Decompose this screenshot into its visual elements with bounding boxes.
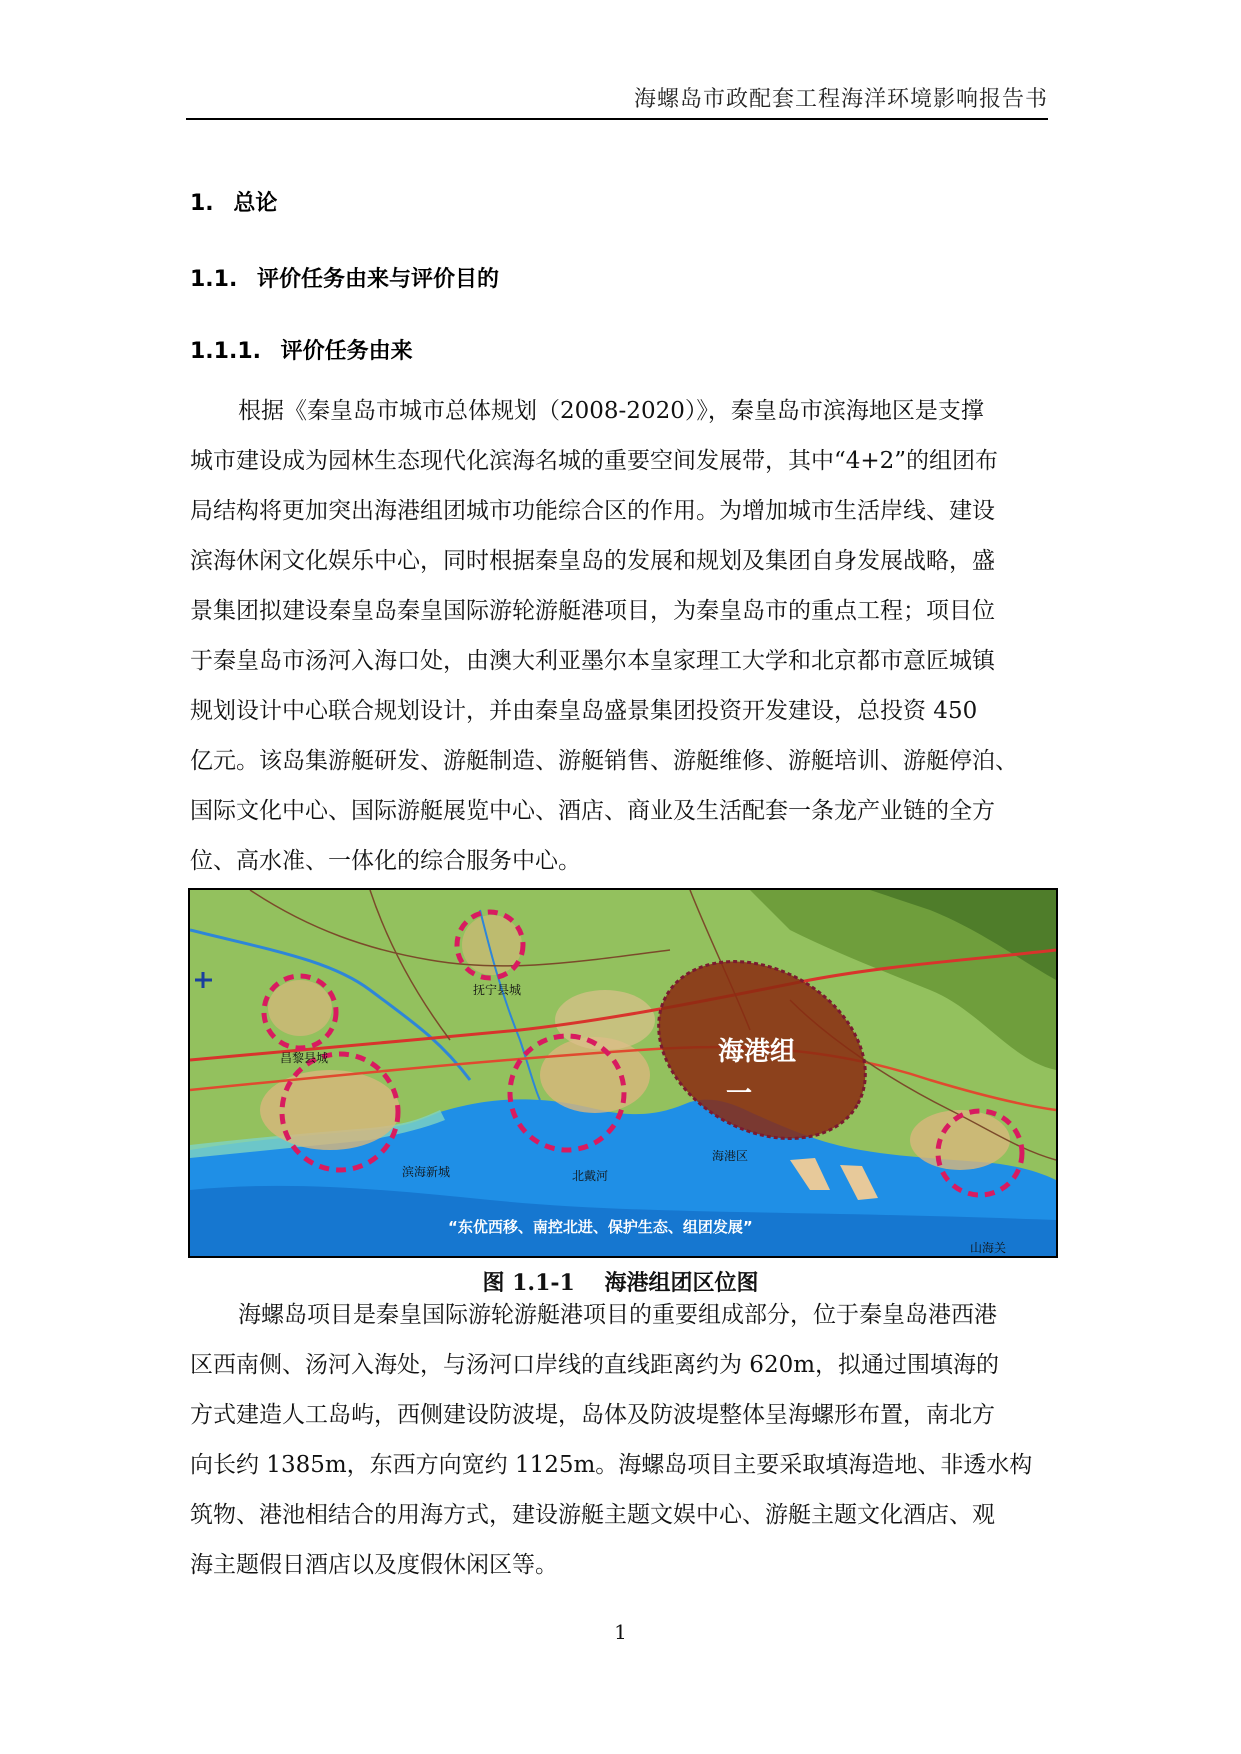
label-beidaihe: 北戴河 xyxy=(572,1169,609,1183)
label-slogan: “东优西移、南控北进、保护生态、组团发展” xyxy=(448,1218,753,1236)
paragraph-line: 城市建设成为园林生态现代化滨海名城的重要空间发展带，其中“4+2”的组团布 xyxy=(190,448,999,474)
header-rule xyxy=(186,118,1048,120)
heading-level3 xyxy=(190,334,413,365)
heading-level3-number: 1.1.1. xyxy=(190,339,261,364)
paragraph-line: 筑物、港池相结合的用海方式，建设游艇主题文娱中心、游艇主题文化酒店、观 xyxy=(190,1502,995,1528)
paragraph-line: 海螺岛项目是秦皇国际游轮游艇港项目的重要组成部分，位于秦皇岛港西港 xyxy=(238,1302,997,1328)
heading-level1-number: 1. xyxy=(190,191,214,216)
label-haigangqu: 海港区 xyxy=(712,1149,749,1163)
paragraph-line: 局结构将更加突出海港组团城市功能综合区的作用。为增加城市生活岸线、建设 xyxy=(190,498,995,524)
heading-level2 xyxy=(190,262,499,293)
page-header-title: 海螺岛市政配套工程海洋环境影响报告书 xyxy=(633,87,1048,112)
label-funing: 抚宁县城 xyxy=(473,983,522,997)
map-urban-east xyxy=(910,1110,1010,1170)
figure-caption-number: 图 1.1-1 xyxy=(482,1270,575,1296)
map-urban-north xyxy=(555,990,655,1050)
location-map-figure xyxy=(188,888,1058,1258)
heading-level2-text: 评价任务由来与评价目的 xyxy=(257,267,500,292)
paragraph-line: 国际文化中心、国际游艇展览中心、酒店、商业及生活配套一条龙产业链的全方 xyxy=(190,798,995,824)
map-urban-changli xyxy=(268,980,332,1036)
paragraph-line: 向长约 1385m，东西方向宽约 1125m。海螺岛项目主要采取填海造地、非透水构 xyxy=(190,1452,1033,1478)
paragraph-line: 亿元。该岛集游艇研发、游艇制造、游艇销售、游艇维修、游艇培训、游艇停泊、 xyxy=(190,748,1018,774)
heading-level1 xyxy=(190,186,277,217)
location-map xyxy=(190,890,1056,1256)
heading-level1-text: 总论 xyxy=(233,191,278,216)
paragraph-line: 滨海休闲文化娱乐中心，同时根据秦皇岛的发展和规划及集团自身发展战略，盛 xyxy=(190,548,995,574)
paragraph-line: 区西南侧、汤河入海处，与汤河口岸线的直线距离约为 620m，拟通过围填海的 xyxy=(190,1352,1000,1378)
paragraph-line: 位、高水准、一体化的综合服务中心。 xyxy=(190,848,581,874)
paragraph-line: 方式建造人工岛屿，西侧建设防波堤，岛体及防波堤整体呈海螺形布置，南北方 xyxy=(190,1402,995,1428)
page-number: 1 xyxy=(614,1620,627,1644)
paragraph-project-description xyxy=(190,1290,1046,1590)
paragraph-task-origin xyxy=(190,386,1046,886)
label-cluster-line1: 海港组 xyxy=(718,1037,797,1067)
paragraph-line: 于秦皇岛市汤河入海口处，由澳大利亚墨尔本皇家理工大学和北京都市意匠城镇 xyxy=(190,648,995,674)
paragraph-line: 景集团拟建设秦皇岛秦皇国际游轮游艇港项目，为秦皇岛市的重点工程；项目位 xyxy=(190,598,995,624)
paragraph-line: 海主题假日酒店以及度假休闲区等。 xyxy=(190,1552,558,1578)
label-cluster-line2: 一 xyxy=(726,1079,753,1109)
label-changli: 昌黎县城 xyxy=(280,1051,329,1065)
heading-level3-text: 评价任务由来 xyxy=(280,339,413,364)
label-binhai: 滨海新城 xyxy=(402,1165,451,1179)
paragraph-line: 根据《秦皇岛市城市总体规划（2008-2020）》，秦皇岛市滨海地区是支撑 xyxy=(238,398,984,424)
figure-caption-text: 海港组团区位图 xyxy=(604,1270,759,1296)
paragraph-line: 规划设计中心联合规划设计，并由秦皇岛盛景集团投资开发建设，总投资 450 xyxy=(190,698,978,724)
heading-level2-number: 1.1. xyxy=(190,267,238,292)
label-shanhaiguan: 山海关 xyxy=(970,1241,1007,1255)
